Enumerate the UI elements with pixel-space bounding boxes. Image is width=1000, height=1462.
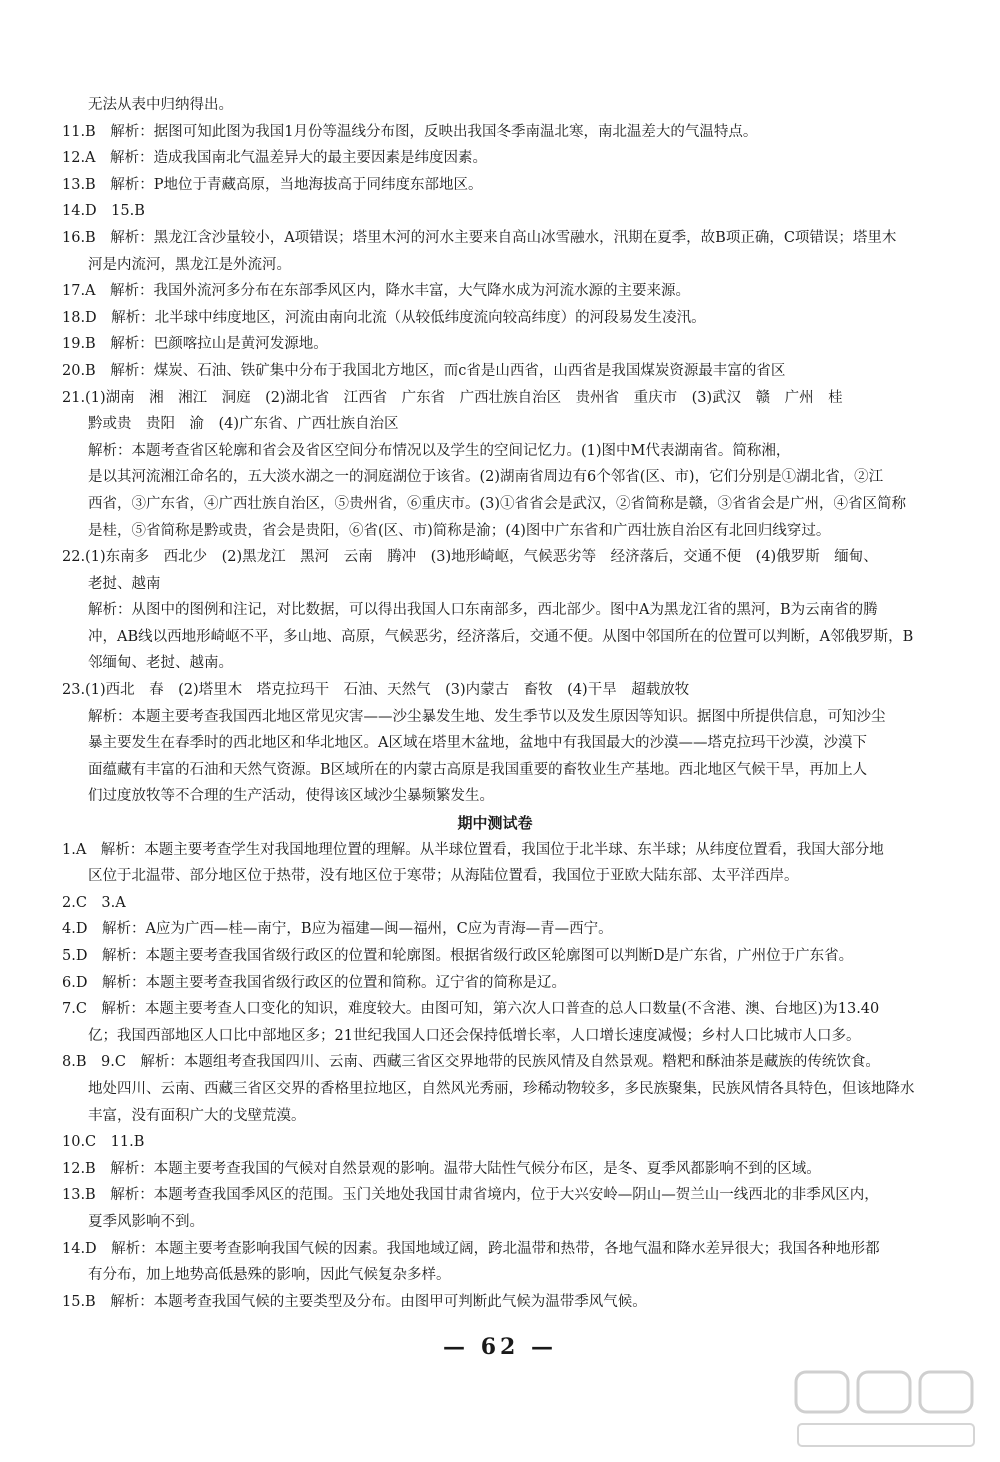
page-number: — 62 — [443,1334,557,1360]
answer-1-cont: 区位于北温带、部分地区位于热带，没有地区位于寒带；从海陆位置看，我国位于亚欧大陆东部、太平洋西岸。 [88,868,799,885]
answer-11: 11.B 解析：据图可知此图为我国1月份等温线分布图，反映出我国冬季南温北寒，南北温差大的气温特点。 [62,123,758,140]
answer-22-cont: 老挝、越南 [88,575,161,592]
answer-16-cont: 河是内流河，黑龙江是外流河。 [88,256,291,273]
answer-2-3: 2.C 3.A [62,894,126,911]
analysis-22-cont: 邻缅甸、老挝、越南。 [88,655,233,672]
watermark-icon [792,1368,982,1450]
answer-14-15: 14.D 15.B [62,203,145,220]
answer-15: 15.B 解析：本题考查我国气候的主要类型及分布。由图甲可判断此气候为温带季风气候。 [62,1293,647,1310]
answer-13: 13.B 解析：本题考查我国季风区的范围。玉门关地处我国甘肃省境内，位于大兴安岭—阴山—贺兰山一线西北的非季风区内， [62,1187,879,1204]
answer-12: 12.B 解析：本题主要考查我国的气候对自然景观的影响。温带大陆性气候分布区，是冬、夏季风都影响不到的区域。 [62,1160,821,1177]
answer-13: 13.B 解析：P地位于青藏高原，当地海拔高于同纬度东部地区。 [62,176,483,193]
answer-14-cont: 有分布，加上地势高低悬殊的影响，因此气候复杂多样。 [88,1267,451,1284]
analysis-22-cont: 冲，AB线以西地形崎岖不平，多山地、高原，气候恶劣，经济落后，交通不便。从图中邻国所在的位置可以判断，A邻俄罗斯，B [88,628,914,645]
watermark-logo [792,1368,982,1450]
answer-1: 1.A 解析：本题主要考查学生对我国地理位置的理解。从半球位置看，我国位于北半球、东半球；从纬度位置看，我国大部分地 [62,841,884,858]
answer-20: 20.B 解析：煤炭、石油、铁矿集中分布于我国北方地区，而c省是山西省，山西省是我国煤炭资源最丰富的省区 [62,362,786,379]
answer-10-11: 10.C 11.B [62,1134,145,1151]
answer-13-cont: 夏季风影响不到。 [88,1213,204,1230]
analysis-23: 解析：本题主要考查我国西北地区常见灾害——沙尘暴发生地、发生季节以及发生原因等知识。据图中所提供信息，可知沙尘 [88,708,886,725]
answer-7: 7.C 解析：本题主要考查人口变化的知识，难度较大。由图可知，第六次人口普查的总人口数量(不含港、澳、台地区)为13.40 [62,1001,880,1018]
answer-16: 16.B 解析：黑龙江含沙量较小，A项错误；塔里木河的河水主要来自高山冰雪融水，汛期在夏季，故B项正确，C项错误；塔里木 [62,229,897,246]
analysis-21-cont: 西省，③广东省，④广西壮族自治区，⑤贵州省，⑥重庆市。(3)①省省会是武汉，②省简称是赣，③省省会是广州，④省区简称 [88,495,907,512]
analysis-21-cont: 是以其河流湘江命名的，五大淡水湖之一的洞庭湖位于该省。(2)湖南省周边有6个邻省(区、市)，它们分别是①湖北省，②江 [88,469,884,486]
answer-21: 21.(1)湖南 湘 湘江 洞庭 (2)湖北省 江西省 广东省 广西壮族自治区 贵州省 重庆市 (3)武汉 赣 广州 桂 [62,389,843,406]
analysis-23-cont: 暴主要发生在春季时的西北地区和华北地区。A区域在塔里木盆地，盆地中有我国最大的沙漠——塔克拉玛干沙漠，沙漠下 [88,735,867,752]
answer-5: 5.D 解析：本题主要考查我国省级行政区的位置和轮廓图。根据省级行政区轮廓图可以判断D是广东省，广州位于广东省。 [62,948,854,964]
analysis-22: 解析：从图中的图例和注记，对比数据，可以得出我国人口东南部多，西北部少。图中A为黑龙江省的黑河，B为云南省的腾 [88,602,878,619]
answer-7-cont: 亿；我国西部地区人口比中部地区多；21世纪我国人口还会保持低增长率，人口增长速度减慢；乡村人口比城市人口多。 [88,1027,861,1044]
answer-17: 17.A 解析：我国外流河多分布在东部季风区内，降水丰富，大气降水成为河流水源的主要来源。 [62,283,691,300]
answer-8-9: 8.B 9.C 解析：本题组考查我国四川、云南、西藏三省区交界地带的民族风情及自然景观。糌粑和酥油茶是藏族的传统饮食。 [62,1054,880,1071]
answer-21-cont: 黔或贵 贵阳 渝 (4)广东省、广西壮族自治区 [88,416,399,433]
answer-6: 6.D 解析：本题主要考查我国省级行政区的位置和简称。辽宁省的简称是辽。 [62,974,566,991]
analysis-23-cont: 们过度放牧等不合理的生产活动，使得该区域沙尘暴频繁发生。 [88,788,494,805]
answer-8-9-cont: 丰富，没有面积广大的戈壁荒漠。 [88,1107,306,1124]
answer-22: 22.(1)东南多 西北少 (2)黑龙江 黑河 云南 腾冲 (3)地形崎岖，气候恶劣等 经济落后，交通不便 (4)俄罗斯 缅甸、 [62,549,878,566]
answer-4: 4.D 解析：A应为广西—桂—南宁，B应为福建—闽—福州，C应为青海—青—西宁。 [62,921,613,938]
answer-12: 12.A 解析：造成我国南北气温差异大的最主要因素是纬度因素。 [62,150,488,167]
analysis-21-cont: 是桂，⑤省简称是黔或贵，省会是贵阳，⑥省(区、市)简称是渝；(4)图中广东省和广西壮族自治区有北回归线穿过。 [88,522,831,539]
text-line: 无法从表中归纳得出。 [88,97,233,113]
answer-19: 19.B 解析：巴颜喀拉山是黄河发源地。 [62,336,328,353]
section-title: 期中测试卷 [457,814,533,833]
answer-23: 23.(1)西北 春 (2)塔里木 塔克拉玛干 石油、天然气 (3)内蒙古 畜牧 (4)干旱 超载放牧 [62,682,690,699]
page-content [62,92,928,1315]
answer-18: 18.D 解析：北半球中纬度地区，河流由南向北流（从较低纬度流向较高纬度）的河段易发生凌汛。 [62,309,706,326]
analysis-23-cont: 面蕴藏有丰富的石油和天然气资源。B区域所在的内蒙古高原是我国重要的畜牧业生产基地。西北地区气候干旱，再加上人 [88,761,868,778]
analysis-21: 解析：本题考查省区轮廓和省会及省区空间分布情况以及学生的空间记忆力。(1)图中M代表湖南省。简称湘， [88,442,791,459]
answer-8-9-cont: 地处四川、云南、西藏三省区交界的香格里拉地区，自然风光秀丽，珍稀动物较多，多民族聚集，民族风情各具特色，但该地降水 [88,1080,915,1097]
answer-14: 14.D 解析：本题主要考查影响我国气候的因素。我国地域辽阔，跨北温带和热带，各地气温和降水差异很大；我国各种地形都 [62,1240,880,1257]
